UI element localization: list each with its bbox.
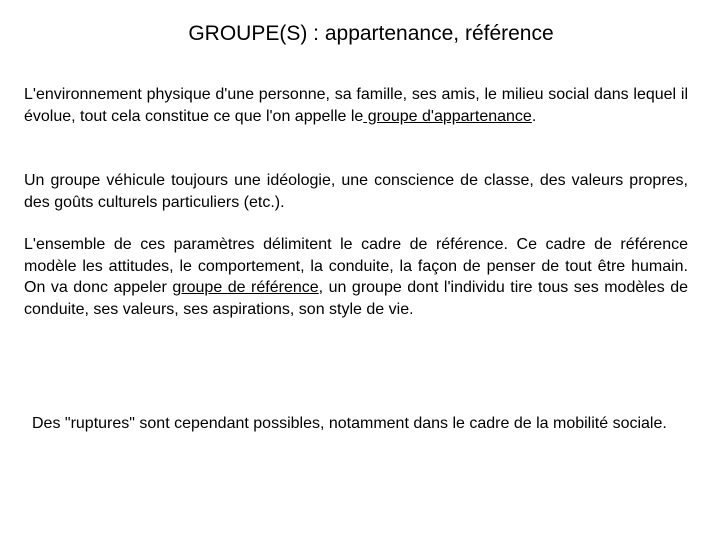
paragraph-text: L'ensemble de ces paramètres délimitent le cadre de référence. Ce cadre de référence modèle les attitudes, le comportement, la conduite, la façon de penser de tout être humain. On va donc appeler — [24, 236, 688, 296]
term-groupe-reference: groupe de référence — [172, 279, 319, 296]
paragraph-text-end: , un groupe dont l'individu tire tous ses modèles de conduite, ses valeurs, ses aspirations, son style de vie. — [24, 279, 689, 318]
paragraph-text: L'environnement physique d'une personne, sa famille, ses amis, le milieu social dans lequel il évolue, tout cela constitue ce que l'on appelle le — [24, 86, 688, 125]
term-groupe-appartenance: groupe d'appartenance — [363, 107, 532, 125]
paragraph-ideologie — [24, 170, 688, 213]
page-title: GROUPE(S) : appartenance, référence — [188, 22, 554, 45]
paragraph-appartenance — [24, 84, 688, 127]
paragraph-text-end: . — [531, 107, 537, 125]
paragraph-text: Des "ruptures" sont cependant possibles, notamment dans le cadre de la mobilité sociale. — [32, 415, 667, 432]
paragraph-ruptures — [32, 413, 692, 435]
paragraph-reference — [24, 234, 688, 320]
paragraph-text: Un groupe véhicule toujours une idéologie, une conscience de classe, des valeurs propres, des goûts culturels particuliers (etc.). — [24, 172, 688, 211]
